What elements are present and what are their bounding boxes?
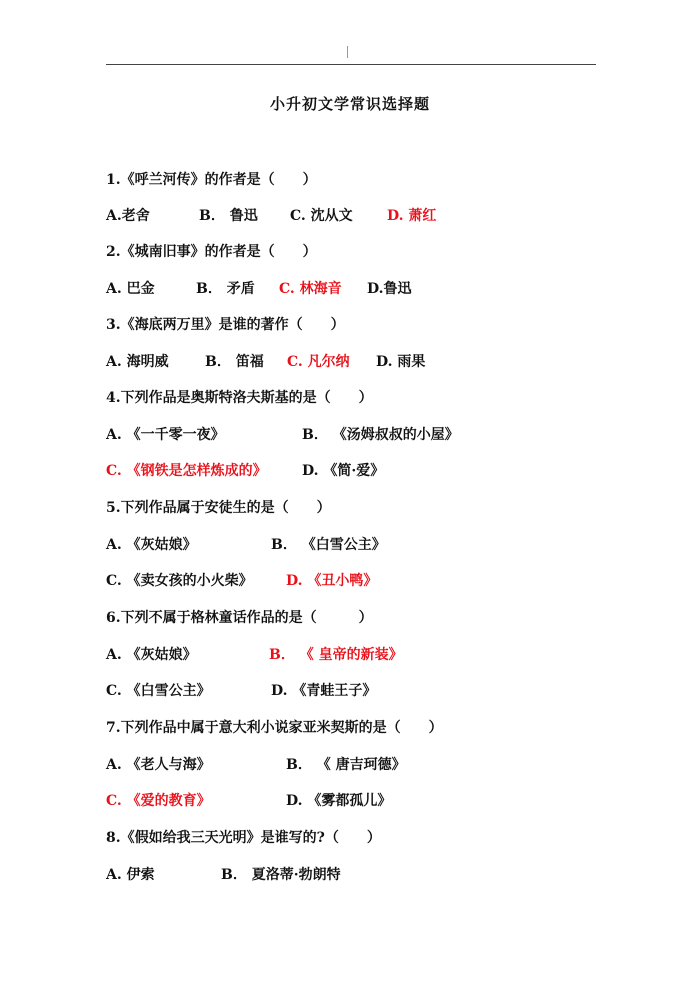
option-b: B． 鲁迅 (199, 208, 258, 224)
option-d: D. 雨果 (376, 354, 426, 370)
option-d-answer: D. 萧红 (387, 208, 437, 224)
option-b: B． 《 唐吉珂德》 (286, 757, 406, 773)
option-d: D.鲁迅 (367, 281, 412, 297)
question-3-stem: 3.《海底两万里》是谁的著作（ ） (106, 317, 345, 333)
option-a: A. 巴金 (106, 281, 155, 297)
option-d-answer: D. 《丑小鸭》 (286, 573, 378, 589)
option-d: D. 《雾都孤儿》 (286, 793, 392, 809)
header-mark (347, 46, 348, 58)
option-b: B． 《汤姆叔叔的小屋》 (302, 427, 459, 443)
option-c: C. 沈从文 (290, 208, 353, 224)
option-c-answer: C. 凡尔纳 (287, 354, 350, 370)
option-c-answer: C. 《爱的教育》 (106, 793, 211, 809)
option-c: C. 《白雪公主》 (106, 683, 211, 699)
option-c: C. 《卖女孩的小火柴》 (106, 573, 253, 589)
question-5-stem: 5.下列作品属于安徒生的是（ ） (106, 500, 331, 516)
option-c-answer: C. 林海音 (279, 281, 342, 297)
option-b: B． 《白雪公主》 (271, 537, 386, 553)
option-b-answer: B． 《 皇帝的新装》 (269, 647, 403, 663)
question-7-stem: 7.下列作品中属于意大利小说家亚米契斯的是（ ） (106, 720, 443, 736)
option-a: A. 《老人与海》 (106, 757, 211, 773)
option-c-answer: C. 《钢铁是怎样炼成的》 (106, 463, 267, 479)
option-b: B． 矛盾 (196, 281, 255, 297)
question-8-stem: 8.《假如给我三天光明》是谁写的?（ ） (106, 830, 381, 846)
option-d: D. 《青蛙王子》 (271, 683, 377, 699)
option-a: A.老舍 (106, 208, 150, 224)
option-a: A. 海明威 (106, 354, 169, 370)
question-4-stem: 4.下列作品是奥斯特洛夫斯基的是（ ） (106, 390, 373, 406)
option-b: B． 笛福 (205, 354, 264, 370)
option-b: B． 夏洛蒂·勃朗特 (221, 867, 341, 883)
option-a: A. 伊索 (106, 867, 155, 883)
header-rule (106, 64, 596, 65)
question-2-stem: 2.《城南旧事》的作者是（ ） (106, 244, 317, 260)
option-d: D. 《简·爱》 (302, 463, 385, 479)
option-a: A. 《灰姑娘》 (106, 647, 197, 663)
option-a: A. 《灰姑娘》 (106, 537, 197, 553)
question-1-stem: 1.《呼兰河传》的作者是（ ） (106, 172, 317, 188)
question-6-stem: 6.下列不属于格林童话作品的是（ ） (106, 610, 373, 626)
option-a: A. 《一千零一夜》 (106, 427, 225, 443)
page-title: 小升初文学常识选择题 (269, 95, 430, 113)
